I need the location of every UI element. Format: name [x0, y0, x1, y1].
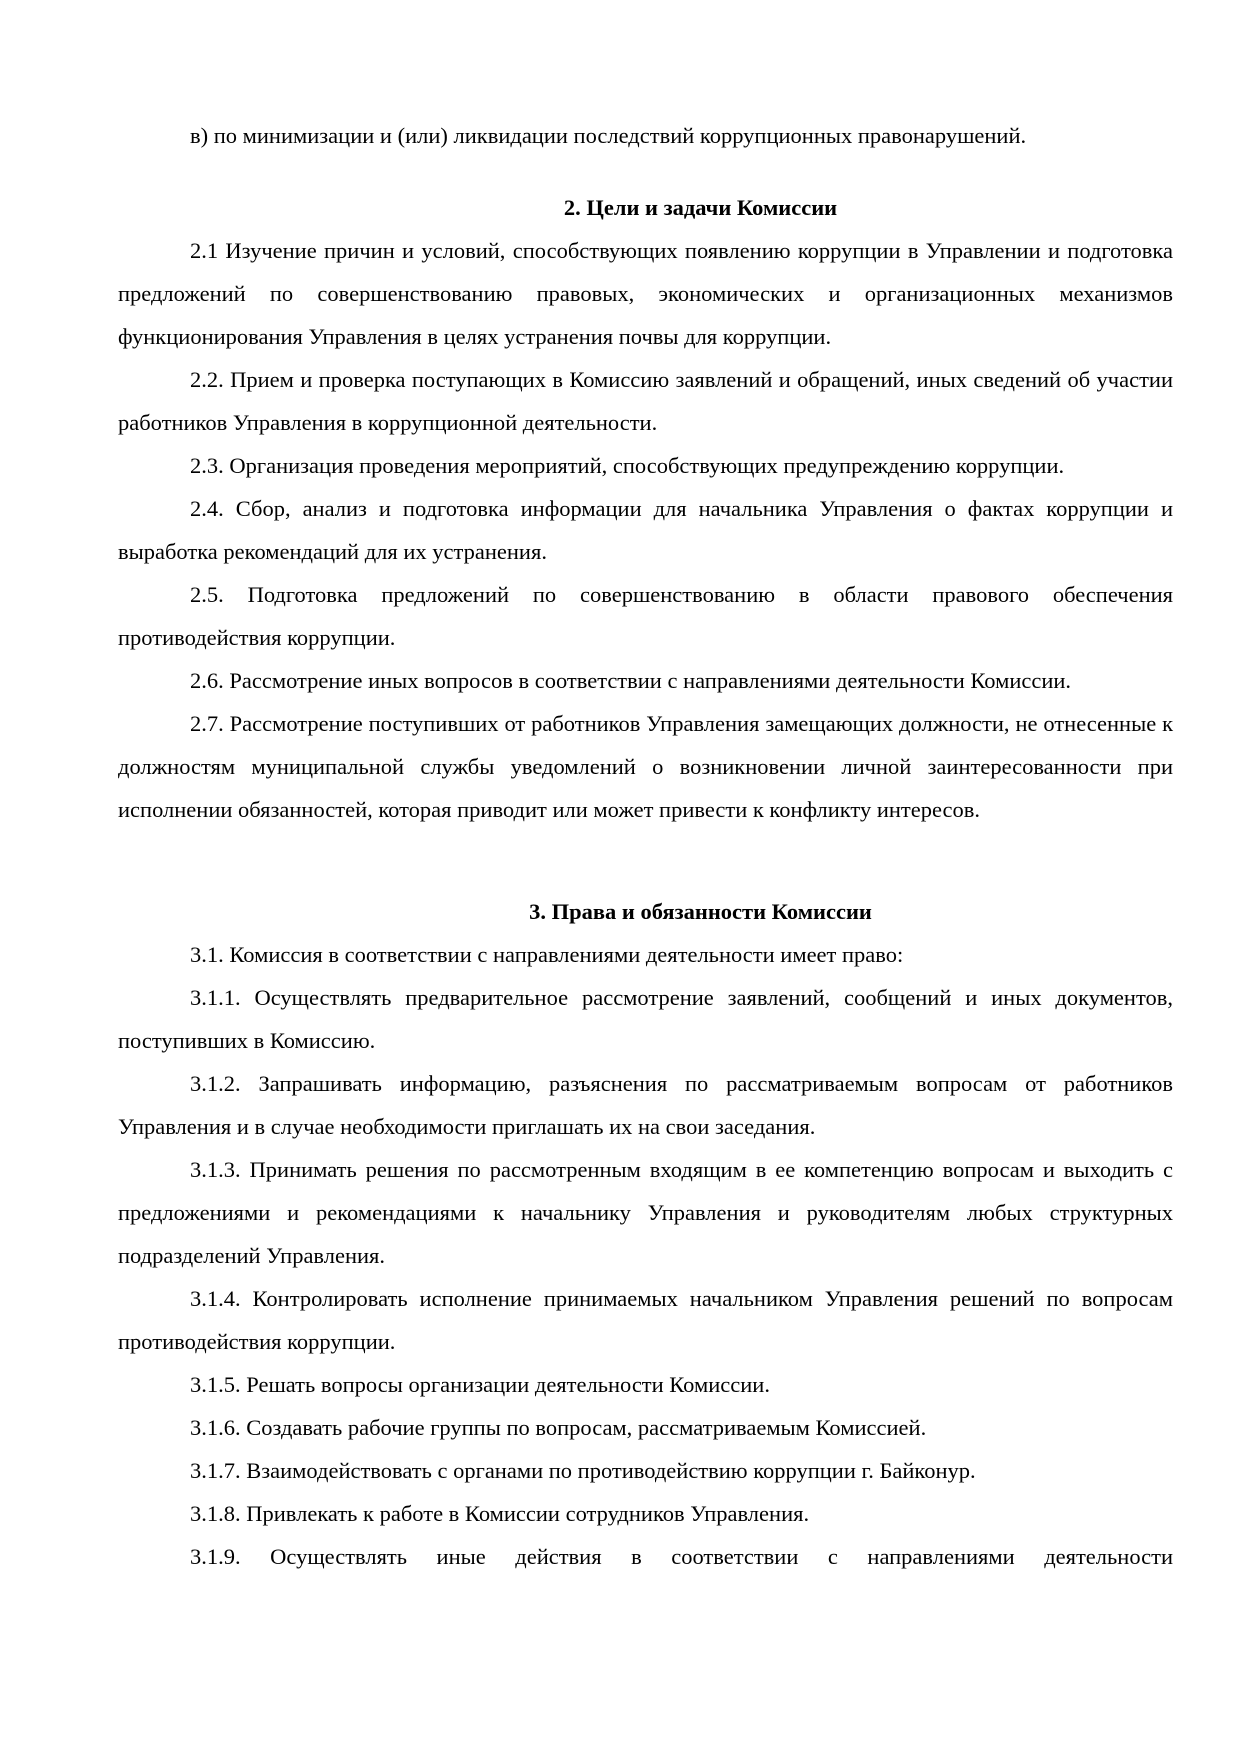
- paragraph-2-7: 2.7. Рассмотрение поступивших от работников Управления замещающих должности, не отнесенные к должностям муниципальной службы уведомлений о возникновении личной заинтересованности при исполнении обязанностей, которая приводит или может привести к конфликту интересов.: [118, 711, 1173, 822]
- paragraph-3-1-5: 3.1.5. Решать вопросы организации деятельности Комиссии.: [190, 1372, 770, 1397]
- paragraph-2-6: 2.6. Рассмотрение иных вопросов в соответствии с направлениями деятельности Комиссии.: [190, 668, 1072, 693]
- paragraph-2-5: 2.5. Подготовка предложений по совершенствованию в области правового обеспечения противодействия коррупции.: [118, 582, 1173, 650]
- paragraph-3-1: 3.1. Комиссия в соответствии с направлениями деятельности имеет право:: [190, 942, 904, 967]
- spacer: [118, 157, 1173, 186]
- paragraph-3-1-9: 3.1.9. Осуществлять иные действия в соответствии с направлениями деятельности: [190, 1544, 1173, 1569]
- paragraph-2-1: 2.1 Изучение причин и условий, способствующих появлению коррупции в Управлении и подготовка предложений по совершенствованию правовых, экономических и организационных механизмов функционирования Управления в целях устранения почвы для коррупции.: [118, 238, 1173, 349]
- document-page: [118, 114, 1173, 1578]
- paragraph-3-1-4: 3.1.4. Контролировать исполнение принимаемых начальником Управления решений по вопросам противодействия коррупции.: [118, 1286, 1173, 1354]
- paragraph-3-1-1: 3.1.1. Осуществлять предварительное рассмотрение заявлений, сообщений и иных документов, поступивших в Комиссию.: [118, 985, 1173, 1053]
- intro-line: в) по минимизации и (или) ликвидации последствий коррупционных правонарушений.: [190, 123, 1027, 148]
- paragraph-3-1-3: 3.1.3. Принимать решения по рассмотренным входящим в ее компетенцию вопросам и выходить с предложениями и рекомендациями к начальнику Управления и руководителям любых структурных подразделений Управления.: [118, 1157, 1173, 1268]
- paragraph-3-1-7: 3.1.7. Взаимодействовать с органами по противодействию коррупции г. Байконур.: [190, 1458, 976, 1483]
- paragraph-3-1-2: 3.1.2. Запрашивать информацию, разъяснения по рассматриваемым вопросам от работников Управления и в случае необходимости приглашать их на свои заседания.: [118, 1071, 1173, 1139]
- paragraph-2-3: 2.3. Организация проведения мероприятий, способствующих предупреждению коррупции.: [190, 453, 1065, 478]
- paragraph-2-2: 2.2. Прием и проверка поступающих в Комиссию заявлений и обращений, иных сведений об участии работников Управления в коррупционной деятельности.: [118, 367, 1173, 435]
- paragraph-3-1-8: 3.1.8. Привлекать к работе в Комиссии сотрудников Управления.: [190, 1501, 810, 1526]
- section-3-heading: 3. Права и обязанности Комиссии: [529, 899, 872, 924]
- paragraph-3-1-6: 3.1.6. Создавать рабочие группы по вопросам, рассматриваемым Комиссией.: [190, 1415, 927, 1440]
- section-2-heading: 2. Цели и задачи Комиссии: [563, 195, 838, 220]
- paragraph-2-4: 2.4. Сбор, анализ и подготовка информации для начальника Управления о фактах коррупции и выработка рекомендаций для их устранения.: [118, 496, 1173, 564]
- spacer: [118, 831, 1173, 890]
